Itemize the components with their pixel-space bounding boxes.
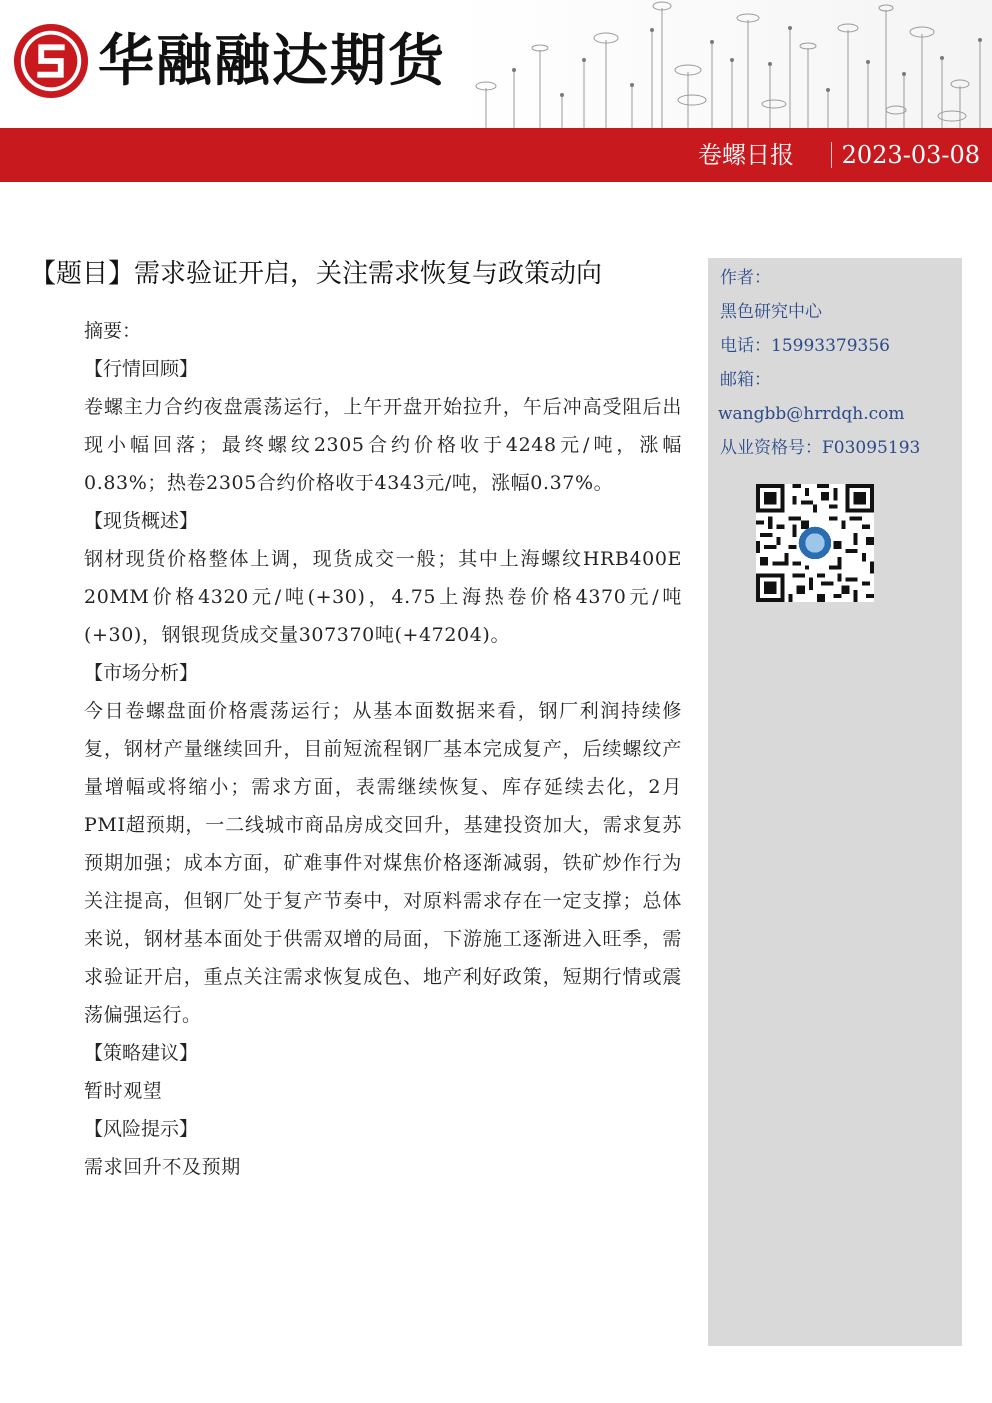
section-text-strategy: 暂时观望 — [84, 1080, 163, 1102]
license-number: 从业资格号：F03095193 — [720, 438, 921, 458]
author-sidebar — [708, 258, 962, 1346]
section-text-review: 卷螺主力合约夜盘震荡运行，上午开盘开始拉升，午后冲高受阻后出现小幅回落；最终螺纹2305合约价格收于4248元/吨，涨幅0.83%；热卷2305合约价格收于4343元/吨，涨幅0.37%。 — [84, 396, 682, 494]
qr-code-icon — [756, 484, 874, 602]
header-divider — [831, 142, 832, 168]
email-label: 邮箱： — [720, 370, 771, 390]
page-header — [0, 0, 992, 182]
brand-name: 华融融达期货 — [98, 29, 446, 94]
section-text-spot: 钢材现货价格整体上调，现货成交一般；其中上海螺纹HRB400E 20MM价格4320元/吨(+30)，4.75上海热卷价格4370元/吨(+30)，钢银现货成交量307370吨(+47204)。 — [84, 548, 682, 646]
company-logo-icon — [12, 22, 90, 100]
phone-number: 电话：15993379356 — [720, 336, 890, 356]
section-heading-risk: 【风险提示】 — [84, 1118, 199, 1140]
section-text-analysis: 今日卷螺盘面价格震荡运行；从基本面数据来看，钢厂利润持续修复，钢材产量继续回升，目前短流程钢厂基本完成复产，后续螺纹产量增幅或将缩小；需求方面，表需继续恢复、库存延续去化，2月PMI超预期，一二线城市商品房成交回升，基建投资加大，需求复苏预期加强；成本方面，矿难事件对煤焦价格逐渐减弱，铁矿炒作行为关注提高，但钢厂处于复产节奏中，对原料需求存在一定支撑；总体来说，钢材基本面处于供需双增的局面，下游施工逐渐进入旺季，需求验证开启，重点关注需求恢复成色、地产利好政策，短期行情或震荡偏强运行。 — [84, 700, 682, 1026]
section-text-risk: 需求回升不及预期 — [84, 1156, 241, 1178]
email-address[interactable]: wangbb@hrrdqh.com — [718, 404, 905, 424]
summary-label: 摘要： — [84, 320, 142, 342]
section-heading-review: 【行情回顾】 — [84, 358, 199, 380]
report-type: 卷螺日报 — [698, 141, 794, 169]
report-body — [84, 312, 682, 1186]
section-heading-analysis: 【市场分析】 — [84, 662, 199, 684]
author-name: 黑色研究中心 — [720, 302, 822, 322]
section-heading-strategy: 【策略建议】 — [84, 1042, 199, 1064]
author-label: 作者： — [720, 268, 771, 288]
section-heading-spot: 【现货概述】 — [84, 510, 199, 532]
header-bar — [0, 128, 992, 182]
decorative-pattern — [456, 0, 992, 130]
report-date: 2023-03-08 — [841, 141, 980, 169]
report-title: 【题目】需求验证开启，关注需求恢复与政策动向 — [30, 259, 603, 289]
